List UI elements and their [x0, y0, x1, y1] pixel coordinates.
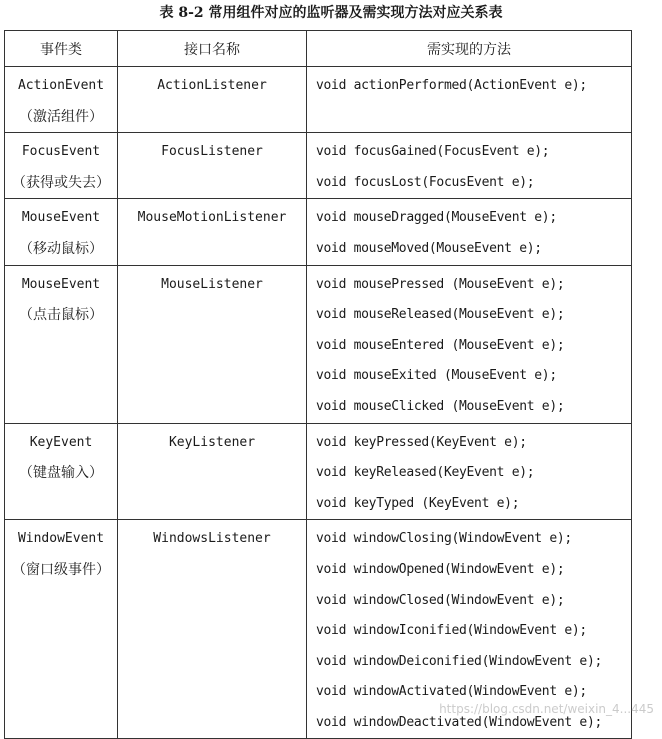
listener-cell — [118, 133, 307, 199]
methods-cell — [307, 199, 632, 265]
method-signature: void keyTyped (KeyEvent e); — [316, 495, 520, 511]
method-signature: void keyReleased(KeyEvent e); — [316, 465, 535, 481]
event-class-name: WindowEvent — [17, 531, 105, 547]
listener-name: MouseListener — [161, 276, 263, 292]
method-signature: void windowClosed(WindowEvent e); — [316, 592, 565, 608]
listener-cell — [118, 265, 307, 423]
event-class-name: MouseEvent — [21, 210, 101, 226]
header-methods: 需实现的方法 — [307, 31, 632, 67]
table-row — [5, 199, 632, 265]
method-signature: void windowIconified(WindowEvent e); — [316, 623, 587, 639]
listener-name: FocusListener — [161, 144, 263, 160]
table-row — [5, 265, 632, 423]
method-signature: void mouseExited (MouseEvent e); — [316, 368, 557, 384]
listener-name: ActionListener — [157, 78, 267, 93]
header-event-class: 事件类 — [5, 31, 118, 67]
listener-name: MouseMotionListener — [137, 210, 287, 226]
listener-cell — [118, 423, 307, 520]
event-class-cell — [5, 265, 118, 423]
method-signature: void mouseClicked (MouseEvent e); — [316, 398, 565, 414]
method-signature: void mouseDragged(MouseEvent e); — [316, 210, 557, 226]
event-class-name: KeyEvent — [29, 434, 93, 450]
method-signature: void windowDeactivated(WindowEvent e); — [316, 714, 603, 730]
listener-cell — [118, 67, 307, 133]
event-class-desc: （点击鼠标） — [19, 307, 103, 324]
methods-cell — [307, 423, 632, 520]
event-class-desc: （键盘输入） — [19, 465, 103, 482]
event-class-name: MouseEvent — [21, 276, 101, 292]
listener-name: KeyListener — [168, 434, 256, 450]
method-signature: void mouseReleased(MouseEvent e); — [316, 307, 565, 323]
method-signature: void windowDeiconified(WindowEvent e); — [316, 653, 603, 669]
table-header-row — [5, 31, 632, 67]
event-class-desc: （移动鼠标） — [19, 240, 103, 257]
methods-cell — [307, 67, 632, 133]
methods-cell — [307, 265, 632, 423]
event-class-cell — [5, 133, 118, 199]
method-signature: void windowActivated(WindowEvent e); — [316, 684, 587, 700]
watermark: https://blog.csdn.net/weixin_4...445 — [439, 702, 654, 716]
event-class-name: ActionEvent — [17, 78, 105, 93]
method-signature: void mouseMoved(MouseEvent e); — [316, 240, 542, 256]
table-caption: 表 8-2 常用组件对应的监听器及需实现方法对应关系表 — [159, 5, 503, 21]
listener-name: WindowsListener — [153, 531, 271, 547]
method-signature: void focusGained(FocusEvent e); — [316, 144, 550, 160]
listener-cell — [118, 520, 307, 739]
table-row — [5, 67, 632, 133]
method-signature: void mousePressed (MouseEvent e); — [316, 276, 565, 292]
event-class-desc: （激活组件） — [19, 108, 103, 125]
event-class-cell — [5, 520, 118, 739]
table-row — [5, 133, 632, 199]
method-spacer — [307, 102, 631, 133]
listener-cell — [118, 199, 307, 265]
method-signature: void windowClosing(WindowEvent e); — [316, 531, 572, 547]
table-row — [5, 423, 632, 520]
method-signature: void keyPressed(KeyEvent e); — [316, 434, 527, 450]
event-class-name: FocusEvent — [21, 144, 101, 160]
methods-cell — [307, 133, 632, 199]
event-class-desc: （窗口级事件） — [12, 561, 110, 578]
method-signature: void mouseEntered (MouseEvent e); — [316, 337, 565, 353]
event-class-cell — [5, 423, 118, 520]
event-class-cell — [5, 199, 118, 265]
method-signature: void windowOpened(WindowEvent e); — [316, 561, 565, 577]
event-class-desc: （获得或失去） — [12, 174, 110, 191]
method-signature: void actionPerformed(ActionEvent e); — [316, 78, 587, 93]
listener-table — [4, 30, 632, 739]
header-interface-name: 接口名称 — [118, 31, 307, 67]
method-signature: void focusLost(FocusEvent e); — [316, 174, 535, 190]
event-class-cell — [5, 67, 118, 133]
